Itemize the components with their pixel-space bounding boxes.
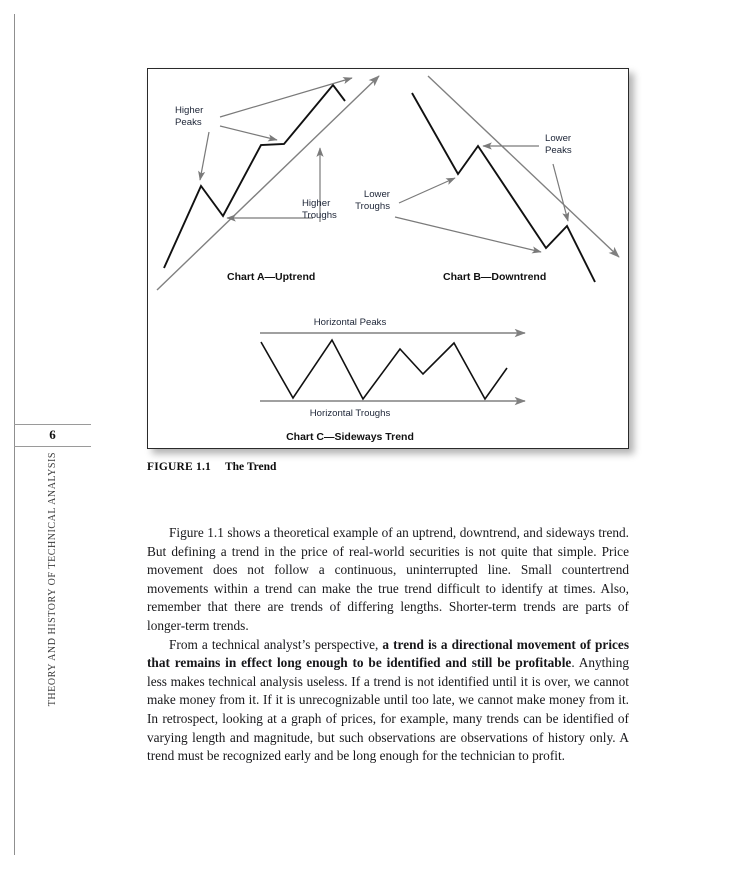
running-head	[14, 452, 91, 742]
chart-a-higher-troughs-label-line2: Troughs	[302, 210, 337, 221]
chart-a-higher-peaks-arrow-3	[200, 132, 209, 180]
body-paragraph-2	[147, 636, 629, 766]
chart-a-higher-peaks-label-line1: Higher	[175, 105, 204, 116]
chart-c-group	[260, 317, 525, 443]
paragraph-2-bold: a trend is a directional movement of prices that remains in effect long enough to be identified and still be profitable	[147, 636, 629, 671]
chart-b-lower-troughs-arrow-2	[395, 217, 541, 252]
chart-b-lower-troughs-label-line2: Troughs	[355, 201, 390, 212]
chart-c-caption: Chart C—Sideways Trend	[286, 431, 414, 443]
figure-illustration	[147, 68, 629, 449]
figure-1-1	[147, 68, 629, 449]
chart-b-price-line	[412, 93, 595, 282]
folio-box	[14, 424, 91, 447]
figure-caption-title: The Trend	[224, 461, 277, 473]
chart-b-caption: Chart B—Downtrend	[443, 271, 547, 283]
chart-b-group	[355, 76, 619, 283]
chart-a-caption: Chart A—Uptrend	[227, 271, 316, 283]
paragraph-2-lead: From a technical analyst’s perspective,	[169, 636, 383, 652]
chart-b-lower-troughs-arrow-1	[399, 178, 455, 203]
chart-b-lower-troughs-label-line1: Lower	[363, 189, 390, 200]
chart-c-horizontal-peaks-label: Horizontal Peaks	[313, 317, 387, 328]
chart-b-lower-peaks-label-line1: Lower	[545, 133, 572, 144]
chart-c-horizontal-troughs-label: Horizontal Troughs	[309, 408, 391, 419]
chart-b-downtrend-line	[428, 76, 619, 257]
chart-c-price-line	[261, 340, 507, 399]
figure-caption	[147, 461, 627, 473]
body-text-column	[147, 524, 629, 766]
chart-a-higher-peaks-arrow-1	[220, 78, 352, 117]
chart-b-lower-peaks-label-line2: Peaks	[545, 145, 572, 156]
body-paragraph-1: Figure 1.1 shows a theoretical example of an uptrend, downtrend, and sideways trend. But defining a trend in the price of real-world securities is not quite that simple. Price movement does not follow a continuous, uninterrupted line. Small countertrend movements within a trend can make the true trend difficult to identify at times. Also, remember that there are trends of differing lengths. Shorter-term trends are parts of longer-term trends.	[147, 525, 629, 633]
chart-a-higher-peaks-label-line2: Peaks	[175, 117, 202, 128]
chart-a-higher-peaks-arrow-2	[220, 126, 277, 140]
page-number: 6	[49, 427, 56, 442]
chart-a-group	[157, 76, 379, 290]
figure-caption-label: FIGURE 1.1	[147, 461, 211, 473]
chart-b-lower-peaks-arrow-2	[553, 164, 568, 221]
running-head-text: THEORY AND HISTORY OF TECHNICAL ANALYSIS	[47, 452, 58, 707]
chart-a-higher-troughs-label-line1: Higher	[302, 198, 331, 209]
paragraph-2-tail: . Anything less makes technical analysis useless. If a trend is not identified until it is over, we cannot make money from it. If it is unrecognizable until too late, we cannot make money from it. In retrospect, looking at a graph of prices, for example, many trends can be identified of varying length and magnitude, but such observations are observations of history only. A trend must be recognized early and be long enough for the technician to profit.	[147, 655, 630, 764]
